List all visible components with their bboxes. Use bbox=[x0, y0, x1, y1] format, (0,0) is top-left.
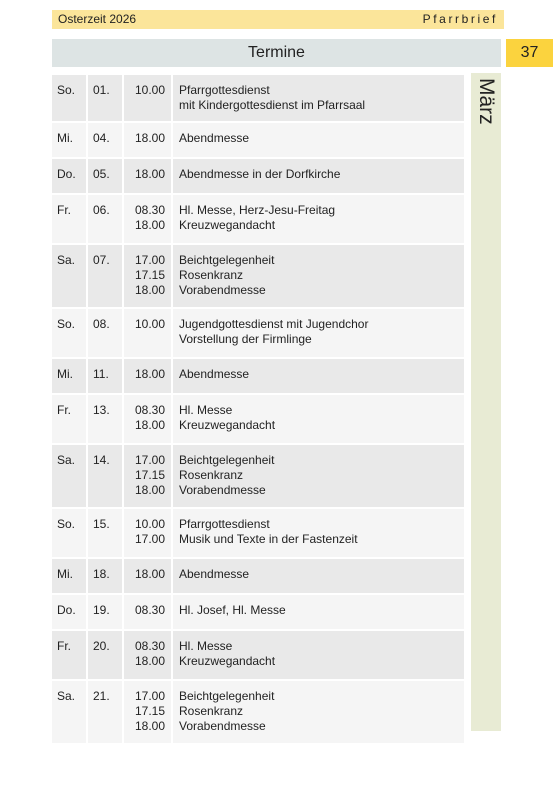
date-cell bbox=[86, 559, 122, 593]
time-label: 08.30 bbox=[134, 603, 165, 617]
event-label: Kreuzwegandacht bbox=[179, 218, 276, 232]
weekday-label: Mi. bbox=[57, 567, 73, 581]
time-label: 18.00 bbox=[134, 567, 165, 581]
time-label: 10.00 bbox=[134, 83, 165, 97]
time-cell bbox=[122, 395, 171, 443]
event-cell bbox=[171, 509, 464, 557]
date-cell bbox=[86, 445, 122, 507]
header-publication-name: Pfarrbrief bbox=[422, 12, 498, 26]
event-label: Pfarrgottesdienst bbox=[179, 83, 270, 97]
event-label: Abendmesse bbox=[179, 131, 250, 145]
time-cell bbox=[122, 75, 171, 121]
event-label: Vorstellung der Firmlinge bbox=[179, 332, 312, 346]
event-cell bbox=[171, 631, 464, 679]
weekday-label: Sa. bbox=[57, 453, 76, 467]
date-label: 14. bbox=[93, 453, 110, 467]
weekday-cell bbox=[52, 359, 86, 393]
date-cell bbox=[86, 395, 122, 443]
weekday-cell bbox=[52, 309, 86, 357]
weekday-label: Mi. bbox=[57, 131, 73, 145]
date-cell bbox=[86, 631, 122, 679]
date-label: 01. bbox=[93, 83, 110, 97]
event-label: Hl. Josef, Hl. Messe bbox=[179, 603, 286, 617]
weekday-label: Do. bbox=[57, 603, 76, 617]
event-cell bbox=[171, 123, 464, 157]
event-cell bbox=[171, 75, 464, 121]
weekday-label: Fr. bbox=[57, 203, 71, 217]
time-label: 18.00 bbox=[134, 131, 165, 145]
event-cell bbox=[171, 309, 464, 357]
time-label: 17.00 bbox=[134, 532, 165, 546]
time-cell bbox=[122, 559, 171, 593]
schedule-row bbox=[52, 75, 464, 121]
time-label: 18.00 bbox=[134, 483, 165, 497]
event-label: Beichtgelegenheit bbox=[179, 453, 275, 467]
time-label: 18.00 bbox=[134, 654, 165, 668]
event-label: Beichtgelegenheit bbox=[179, 689, 275, 703]
event-label: Abendmesse bbox=[179, 567, 250, 581]
weekday-cell bbox=[52, 159, 86, 193]
schedule-row bbox=[52, 559, 464, 593]
schedule-row bbox=[52, 509, 464, 557]
event-cell bbox=[171, 159, 464, 193]
event-label: Vorabendmesse bbox=[179, 719, 266, 733]
event-label: Beichtgelegenheit bbox=[179, 253, 275, 267]
weekday-label: Fr. bbox=[57, 639, 71, 653]
schedule-row bbox=[52, 595, 464, 629]
event-label: Pfarrgottesdienst bbox=[179, 517, 270, 531]
schedule-row bbox=[52, 359, 464, 393]
weekday-cell bbox=[52, 123, 86, 157]
time-label: 18.00 bbox=[134, 719, 165, 733]
header-season-title: Osterzeit 2026 bbox=[58, 12, 137, 26]
time-label: 18.00 bbox=[134, 218, 165, 232]
date-cell bbox=[86, 309, 122, 357]
event-cell bbox=[171, 395, 464, 443]
time-cell bbox=[122, 359, 171, 393]
time-cell bbox=[122, 681, 171, 743]
date-label: 08. bbox=[93, 317, 110, 331]
time-label: 10.00 bbox=[134, 317, 165, 331]
date-label: 21. bbox=[93, 689, 110, 703]
month-label: März bbox=[475, 78, 498, 125]
time-label: 17.15 bbox=[134, 704, 165, 718]
time-cell bbox=[122, 309, 171, 357]
date-cell bbox=[86, 359, 122, 393]
weekday-cell bbox=[52, 559, 86, 593]
date-label: 05. bbox=[93, 167, 110, 181]
time-label: 17.00 bbox=[134, 253, 165, 267]
weekday-cell bbox=[52, 245, 86, 307]
time-label: 18.00 bbox=[134, 367, 165, 381]
date-cell bbox=[86, 159, 122, 193]
weekday-cell bbox=[52, 509, 86, 557]
time-cell bbox=[122, 595, 171, 629]
time-cell bbox=[122, 245, 171, 307]
month-tab bbox=[471, 73, 501, 731]
event-cell bbox=[171, 559, 464, 593]
date-label: 11. bbox=[93, 367, 109, 381]
date-label: 15. bbox=[93, 517, 110, 531]
schedule-body bbox=[52, 75, 464, 743]
event-label: Hl. Messe, Herz-Jesu-Freitag bbox=[179, 203, 336, 217]
time-label: 08.30 bbox=[134, 639, 165, 653]
weekday-cell bbox=[52, 631, 86, 679]
schedule-row bbox=[52, 195, 464, 243]
event-cell bbox=[171, 359, 464, 393]
time-label: 18.00 bbox=[134, 283, 165, 297]
time-label: 08.30 bbox=[134, 403, 165, 417]
weekday-label: Fr. bbox=[57, 403, 71, 417]
time-label: 18.00 bbox=[134, 167, 165, 181]
weekday-cell bbox=[52, 195, 86, 243]
schedule-row bbox=[52, 631, 464, 679]
date-cell bbox=[86, 245, 122, 307]
event-label: Rosenkranz bbox=[179, 704, 244, 718]
time-label: 17.15 bbox=[134, 468, 165, 482]
schedule-row bbox=[52, 159, 464, 193]
event-label: mit Kindergottesdienst im Pfarrsaal bbox=[179, 98, 366, 112]
time-cell bbox=[122, 445, 171, 507]
event-cell bbox=[171, 195, 464, 243]
time-label: 17.15 bbox=[134, 268, 165, 282]
date-label: 13. bbox=[93, 403, 110, 417]
weekday-cell bbox=[52, 445, 86, 507]
weekday-label: Sa. bbox=[57, 689, 76, 703]
weekday-label: So. bbox=[57, 317, 76, 331]
event-label: Kreuzwegandacht bbox=[179, 418, 276, 432]
time-cell bbox=[122, 509, 171, 557]
weekday-label: Sa. bbox=[57, 253, 76, 267]
event-label: Hl. Messe bbox=[179, 403, 233, 417]
weekday-cell bbox=[52, 395, 86, 443]
page-header bbox=[52, 10, 504, 29]
date-cell bbox=[86, 195, 122, 243]
schedule-table bbox=[52, 73, 464, 745]
schedule-row bbox=[52, 123, 464, 157]
event-label: Musik und Texte in der Fastenzeit bbox=[179, 532, 358, 546]
weekday-label: Do. bbox=[57, 167, 76, 181]
date-cell bbox=[86, 509, 122, 557]
event-cell bbox=[171, 681, 464, 743]
event-label: Abendmesse bbox=[179, 367, 250, 381]
weekday-cell bbox=[52, 595, 86, 629]
event-cell bbox=[171, 245, 464, 307]
schedule-row bbox=[52, 245, 464, 307]
event-label: Rosenkranz bbox=[179, 468, 244, 482]
time-label: 08.30 bbox=[134, 203, 165, 217]
date-cell bbox=[86, 595, 122, 629]
weekday-label: So. bbox=[57, 83, 76, 97]
date-cell bbox=[86, 75, 122, 121]
weekday-label: So. bbox=[57, 517, 76, 531]
event-label: Abendmesse in der Dorfkirche bbox=[179, 167, 341, 181]
event-label: Jugendgottesdienst mit Jugendchor bbox=[179, 317, 369, 331]
time-label: 18.00 bbox=[134, 418, 165, 432]
date-cell bbox=[86, 681, 122, 743]
date-label: 18. bbox=[93, 567, 110, 581]
event-label: Rosenkranz bbox=[179, 268, 244, 282]
weekday-cell bbox=[52, 75, 86, 121]
schedule-row bbox=[52, 445, 464, 507]
time-cell bbox=[122, 123, 171, 157]
event-cell bbox=[171, 445, 464, 507]
schedule-row bbox=[52, 681, 464, 743]
schedule-row bbox=[52, 395, 464, 443]
event-label: Kreuzwegandacht bbox=[179, 654, 276, 668]
event-cell bbox=[171, 595, 464, 629]
time-cell bbox=[122, 159, 171, 193]
schedule-row bbox=[52, 309, 464, 357]
time-label: 10.00 bbox=[134, 517, 165, 531]
page-number: 37 bbox=[506, 39, 553, 67]
time-cell bbox=[122, 195, 171, 243]
date-label: 19. bbox=[93, 603, 110, 617]
date-label: 20. bbox=[93, 639, 110, 653]
time-label: 17.00 bbox=[134, 689, 165, 703]
event-label: Hl. Messe bbox=[179, 639, 233, 653]
date-label: 06. bbox=[93, 203, 110, 217]
date-cell bbox=[86, 123, 122, 157]
event-label: Vorabendmesse bbox=[179, 483, 266, 497]
section-title: Termine bbox=[52, 39, 501, 67]
event-label: Vorabendmesse bbox=[179, 283, 266, 297]
time-cell bbox=[122, 631, 171, 679]
date-label: 04. bbox=[93, 131, 110, 145]
time-label: 17.00 bbox=[134, 453, 165, 467]
weekday-cell bbox=[52, 681, 86, 743]
date-label: 07. bbox=[93, 253, 110, 267]
weekday-label: Mi. bbox=[57, 367, 73, 381]
